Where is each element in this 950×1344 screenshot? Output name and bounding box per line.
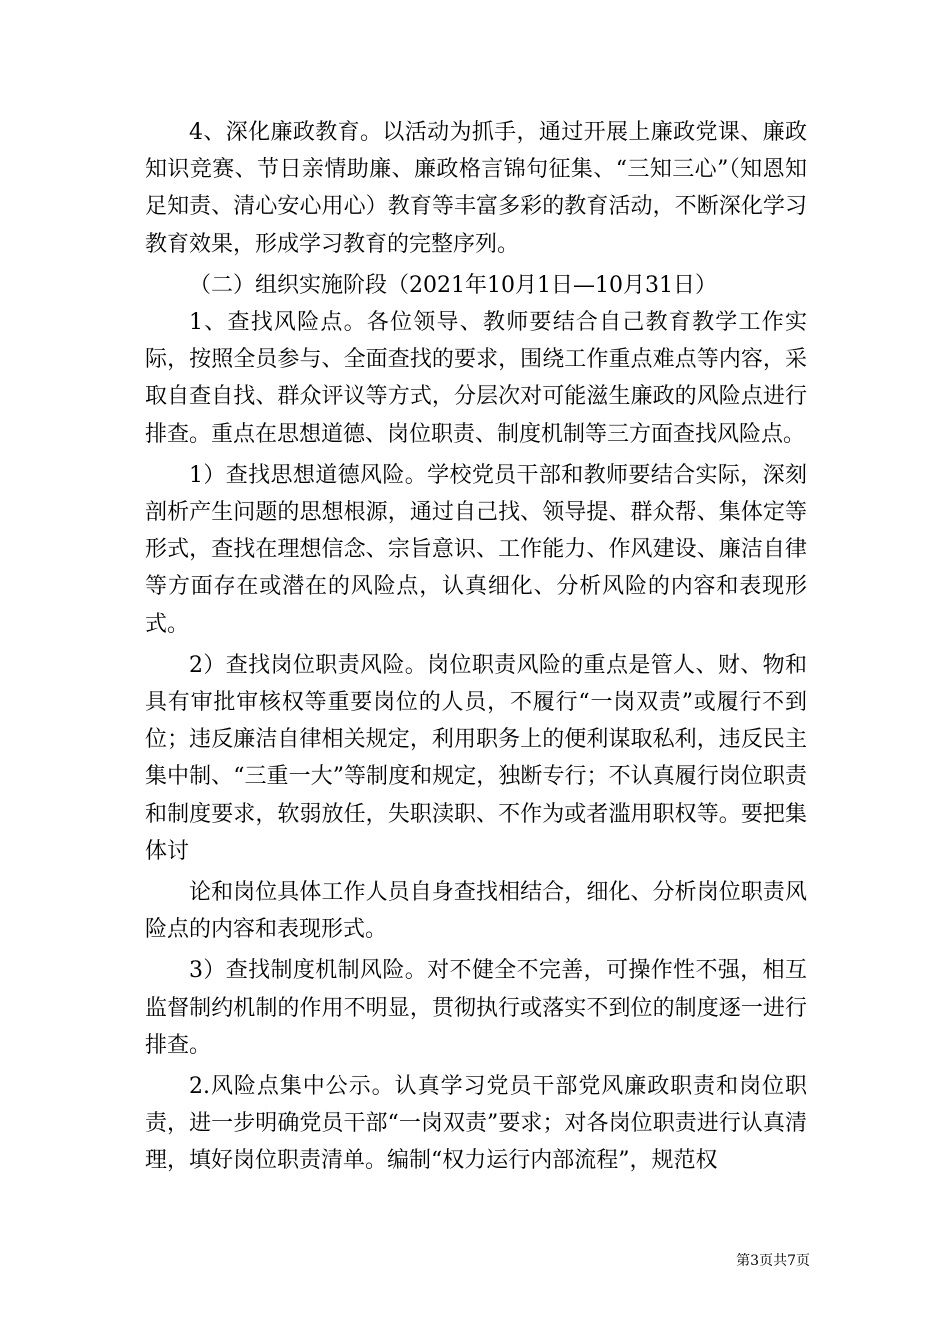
paragraph-post-duty-risk-continued: 论和岗位具体工作人员自身查找相结合，细化、分析岗位职责风险点的内容和表现形式。	[145, 880, 807, 943]
paragraph-post-duty-risk: 2）查找岗位职责风险。岗位职责风险的重点是管人、财、物和具有审批审核权等重要岗位的人员，不履行“一岗双责”或履行不到位；违反廉洁自律相关规定，利用职务上的便利谋取私利，违反民主集中制、“三重一大”等制度和规定，独断专行；不认真履行岗位职责和制度要求，软弱放任，失职渎职、不作为或者滥用职权等。要把集体讨	[145, 652, 807, 864]
paragraph-deepen-education: 4、深化廉政教育。以活动为抓手，通过开展上廉政党课、廉政知识竞赛、节日亲情助廉、廉政格言锦句征集、“三知三心”（知恩知足知责、清心安心用心）教育等丰富多彩的教育活动，不断深化学习教育效果，形成学习教育的完整序列。	[145, 120, 807, 257]
paragraph-moral-risk: 1）查找思想道德风险。学校党员干部和教师要结合实际，深刻剖析产生问题的思想根源，通过自己找、领导提、群众帮、集体定等形式，查找在理想信念、宗旨意识、工作能力、作风建设、廉洁自律等方面存在或潜在的风险点，认真细化、分析风险的内容和表现形式。	[145, 462, 807, 637]
document-body	[145, 114, 807, 1180]
page-number-footer	[700, 1252, 810, 1270]
paragraph-find-risk-points: 1、查找风险点。各位领导、教师要结合自己教育教学工作实际，按照全员参与、全面查找的要求，围绕工作重点难点等内容，采取自查自找、群众评议等方式，分层次对可能滋生廉政的风险点进行排查。重点在思想道德、岗位职责、制度机制等三方面查找风险点。	[145, 310, 807, 447]
page-number-label: 第3页共7页	[736, 1253, 810, 1269]
paragraph-risk-publicity: 2.风险点集中公示。认真学习党员干部党风廉政职责和岗位职责，进一步明确党员干部“一岗双责”要求；对各岗位职责进行认真清理，填好岗位职责清单。编制“权力运行内部流程”，规范权	[145, 1074, 807, 1174]
paragraph-stage-two-heading: （二）组织实施阶段（2021年10月1日—10月31日）	[189, 272, 717, 298]
paragraph-system-risk: 3）查找制度机制风险。对不健全不完善，可操作性不强，相互监督制约机制的作用不明显，贯彻执行或落实不到位的制度逐一进行排查。	[145, 958, 807, 1058]
